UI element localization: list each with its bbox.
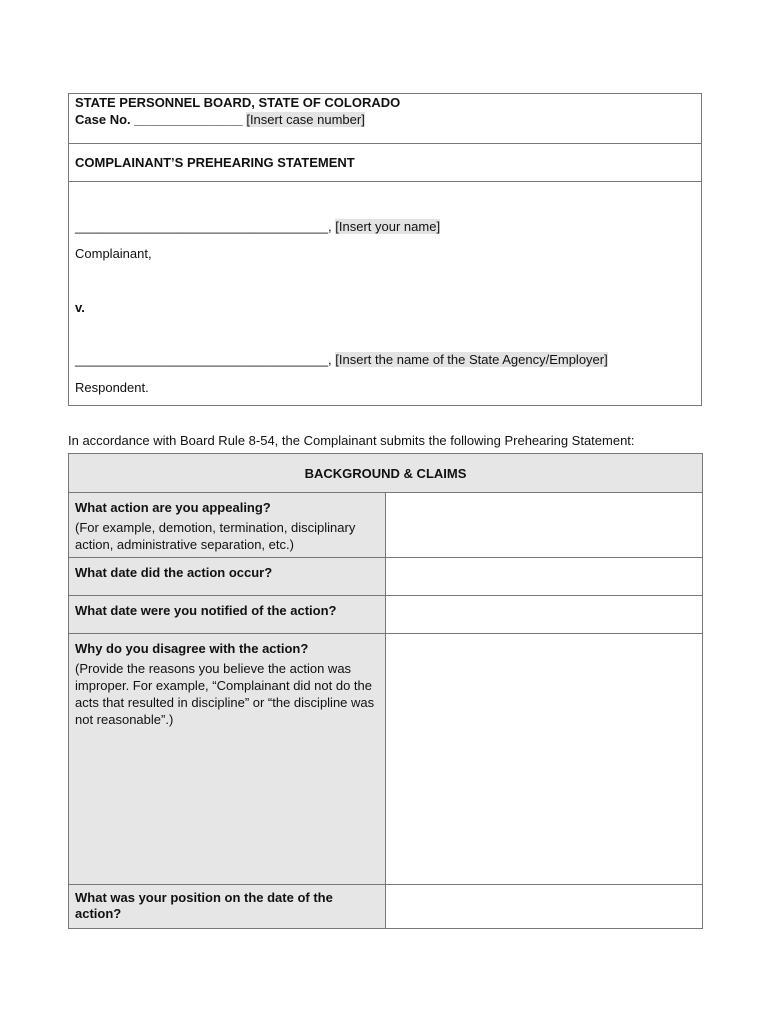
question-hint: (Provide the reasons you believe the action was improper. For example, “Complainant did not do the acts that resulted in discipline” or “the discipline was not reasonable”.) [75,661,375,727]
question-text: What date did the action occur? [75,565,273,580]
statement-title: COMPLAINANT’S PREHEARING STATEMENT [75,155,355,170]
table-row [69,634,703,885]
respondent-label: Respondent. [75,380,149,395]
answer-cell-position[interactable] [386,885,703,929]
table-row [69,596,703,634]
question-cell [69,493,386,558]
caption-box [68,93,702,406]
question-text: What was your position on the date of the action? [75,890,333,921]
question-cell [69,558,386,596]
answer-cell-action[interactable] [386,493,703,558]
answer-cell-notified-date[interactable] [386,596,703,634]
complainant-name-line [75,219,440,234]
versus-label: v. [75,300,85,315]
case-section [69,94,701,144]
board-name: STATE PERSONNEL BOARD, STATE OF COLORADO [75,95,401,110]
intro-text: In accordance with Board Rule 8-54, the Complainant submits the following Prehearing Statement: [68,433,635,448]
title-section [69,143,701,182]
name-blank: ___________________________________, [75,219,332,234]
answer-cell-action-date[interactable] [386,558,703,596]
question-cell [69,596,386,634]
table-row [69,493,703,558]
agency-blank: ___________________________________, [75,352,332,367]
question-text: What action are you appealing? [75,500,271,515]
table-header: BACKGROUND & CLAIMS [69,454,703,493]
background-claims-table [68,453,703,929]
case-number-line [75,112,365,127]
question-hint: (For example, demotion, termination, disciplinary action, administrative separation, etc.) [75,520,356,552]
case-number-label: Case No. _______________ [75,112,243,127]
agency-name-field[interactable]: [Insert the name of the State Agency/Employer] [335,352,608,367]
agency-name-line [75,352,608,367]
answer-cell-disagreement[interactable] [386,634,703,885]
complainant-name-field[interactable]: [Insert your name] [335,219,441,234]
table-row [69,885,703,929]
question-cell [69,634,386,885]
table-row [69,558,703,596]
complainant-label: Complainant, [75,246,152,261]
question-text: Why do you disagree with the action? [75,641,309,656]
question-cell [69,885,386,929]
case-number-field[interactable]: [Insert case number] [246,112,365,127]
question-text: What date were you notified of the action? [75,603,337,618]
